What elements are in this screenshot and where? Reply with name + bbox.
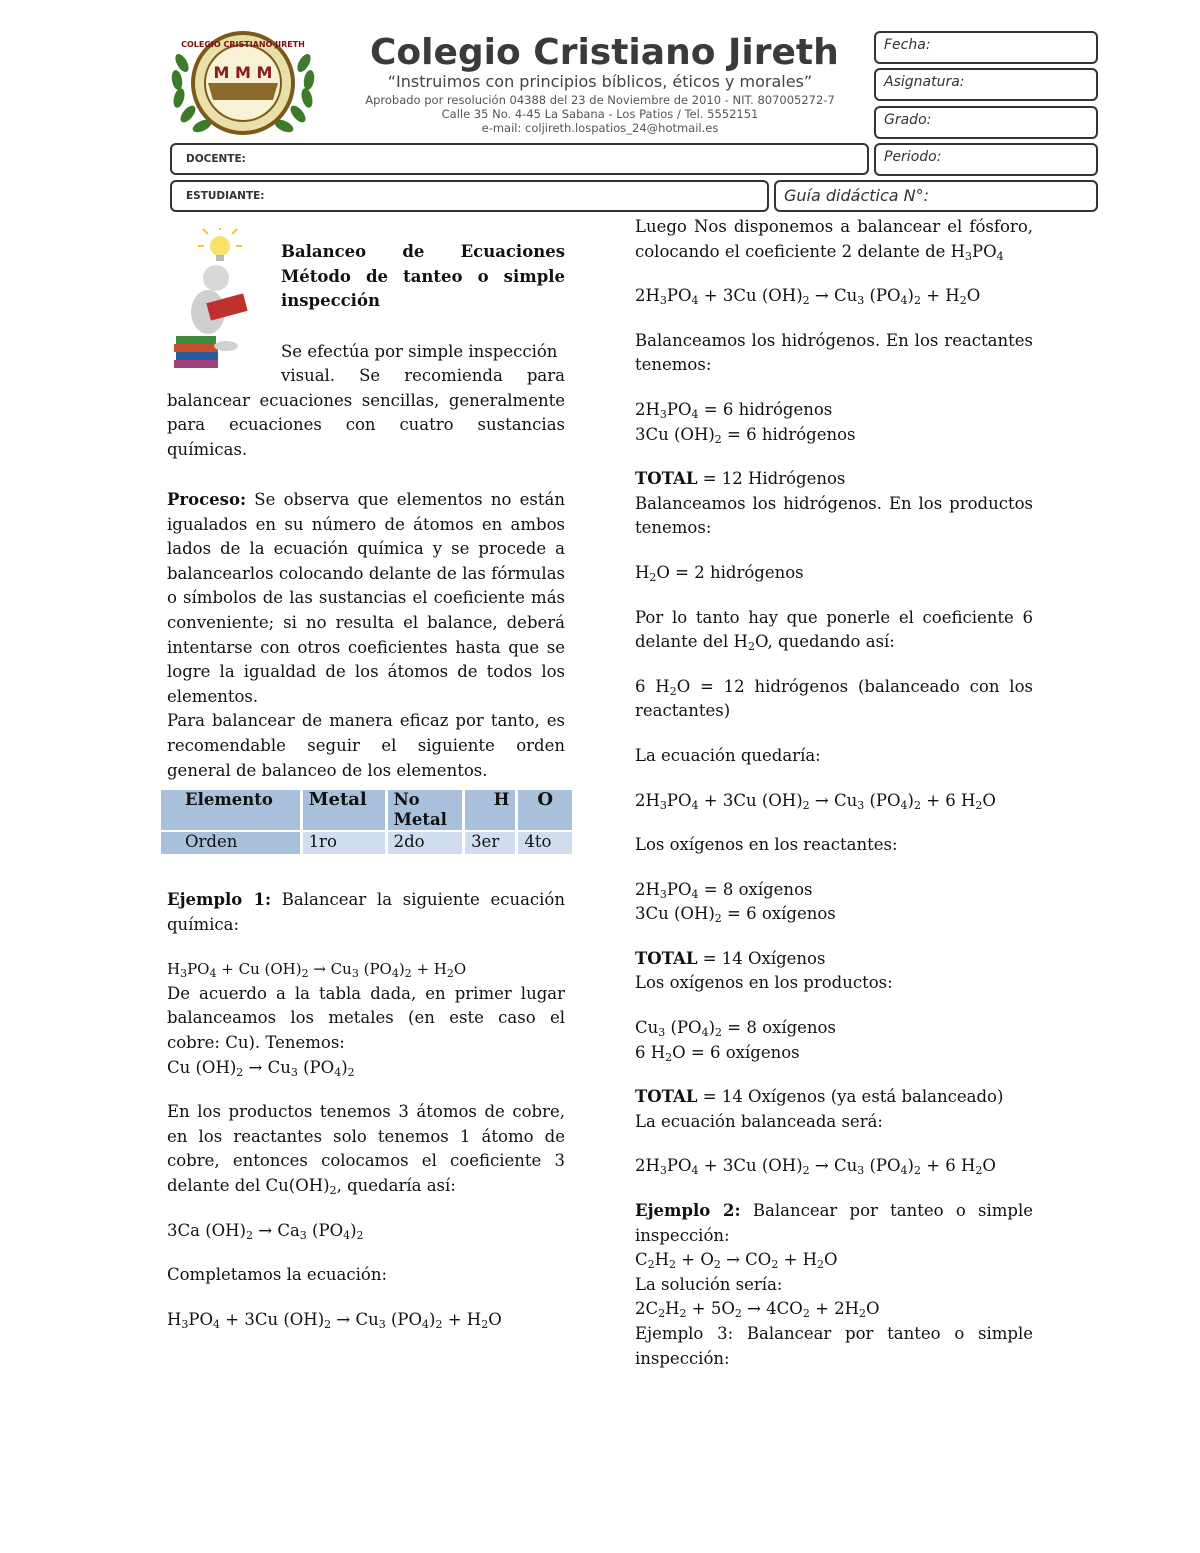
table-cell: 1ro [303, 832, 385, 854]
ej1-text: Balancear la siguiente ecuación química: [167, 890, 565, 934]
ox-prod-2: 6 $H_2O = 6$ oxígenos [635, 1042, 800, 1064]
balanceamos-prod: Balanceamos los hidrógenos. En los productos tenemos: [635, 493, 1033, 538]
title-line-1: Balanceo de Ecuaciones [281, 242, 565, 261]
guia-label: Guía didáctica N°: [784, 186, 929, 205]
guia-field[interactable] [774, 180, 1098, 212]
docente-field[interactable] [170, 143, 869, 175]
balance-order-table [158, 788, 575, 856]
table-header-cell: O [518, 790, 572, 830]
svg-text:COLEGIO CRISTIANO JIRETH: COLEGIO CRISTIANO JIRETH [181, 40, 305, 49]
table-row [161, 832, 572, 854]
estudiante-field[interactable] [170, 180, 769, 212]
proceso-paragraph [167, 488, 565, 709]
school-motto: “Instruimos con principios bíblicos, éticos y morales” [387, 72, 813, 91]
balanceada-line: La ecuación balanceada será: [635, 1111, 883, 1131]
acuerdo-paragraph: De acuerdo a la tabla dada, en primer lugar balanceamos los metales (en este caso el cobre: Cu). Tenemos: [167, 983, 565, 1052]
balanceamos-react: Balanceamos los hidrógenos. En los reactantes tenemos: [635, 330, 1033, 375]
asignatura-field[interactable] [874, 68, 1098, 101]
grado-field[interactable] [874, 106, 1098, 139]
intro-first-line: Se efectúa por simple inspección [281, 342, 558, 361]
luego-text: Luego Nos disponemos a balancear el fósforo, colocando el coeficiente 2 delante de [635, 217, 1033, 261]
table-header-cell: Elemento [161, 790, 300, 830]
fecha-field[interactable] [874, 31, 1098, 64]
table-cell: 3er [465, 832, 515, 854]
ej3-paragraph: Ejemplo 3: Balancear por tanteo o simple inspección: [635, 1324, 1033, 1368]
table-cell: Orden [161, 832, 300, 854]
email-line: e-mail: coljireth.lospatios_24@hotmail.es [481, 121, 719, 135]
ox-prod-label: Los oxígenos en los productos: [635, 973, 893, 993]
address-line: Calle 35 No. 4-45 La Sabana - Los Patios / Tel. 5552151 [441, 107, 759, 121]
total-o-bal: TOTAL = 14 Oxígenos (ya está balanceado) [635, 1087, 1004, 1107]
table-header-cell: Metal [303, 790, 385, 830]
productos-paragraph: En los productos tenemos 3 átomos de cobre, en los reactantes solo tenemos 1 átomo de cobre, entonces colocamos el coeficiente 3 delante del $Cu(OH)_2$, quedaría así: [167, 1102, 565, 1197]
approval-line: Aprobado por resolución 04388 del 23 de Noviembre de 2010 - NIT. 807005272-7 [365, 93, 835, 107]
periodo-label: Periodo: [884, 149, 942, 165]
h-prod: $H_2O = 2$ hidrógenos [635, 562, 804, 584]
left-column-body [167, 488, 565, 783]
seis-h2o: 6 $H_2O = 12$ hidrógenos (balanceado con los reactantes) [635, 676, 1033, 721]
intro-paragraph: visual. Se recomienda para balancear ecuaciones sencillas, generalmente para ecuaciones con cuatro sustancias químicas. [167, 366, 565, 459]
proceso-text: Se observa que elementos no están igualados en su número de átomos en ambos lados de la ecuación química y se procede a balancearlos colocando delante de las fórmulas o símbolos de las sustancias el coeficiente más conveniente; si no resulta el balance, deberá intentarse con otros coeficientes hasta que se logre la igualdad de los átomos de todos los elementos. [167, 490, 565, 706]
title-line-3: inspección [281, 291, 380, 311]
example-1-section [167, 888, 565, 1332]
equation-ej1: $H_3PO_4 + Cu$ $(OH)_2 \to Cu_3$ $(PO_4)_2 + H_2O$ [167, 960, 467, 981]
equation-fosforo: $2H_3PO_4 + 3Cu$ $(OH)_2 \to Cu_3$ $(PO_4)_2 + H_2O$ [635, 286, 981, 308]
estudiante-label: ESTUDIANTE: [186, 190, 265, 202]
h-react-2: 3Cu $(OH)_2 = 6$ hidrógenos [635, 424, 856, 446]
reading-figure-illustration [168, 228, 276, 372]
docente-label: DOCENTE: [186, 153, 246, 165]
h-react-1: $2H_3PO_4 = 6$ hidrógenos [635, 399, 833, 421]
equation-ca: 3Ca $(OH)_2 \to Ca_3$ $(PO_4)_2$ [167, 1220, 364, 1242]
solucion-line: La solución sería: [635, 1274, 783, 1294]
productos-tail: , quedaría así: [336, 1175, 456, 1195]
ox-prod-1: $Cu_3$ $(PO_4)_2 = 8$ oxígenos [635, 1018, 836, 1040]
periodo-field[interactable] [874, 143, 1098, 176]
lightbulb-icon [198, 228, 242, 261]
equation-quedaria: $2H_3PO_4 + 3Cu$ $(OH)_2 \to Cu_3$ $(PO_4)_2 + 6$ $H_2O$ [635, 790, 996, 812]
lesson-title [281, 240, 565, 314]
title-line-2: Método de tanteo o simple [281, 266, 565, 286]
asignatura-label: Asignatura: [884, 74, 965, 90]
luego-paragraph: Luego Nos disponemos a balancear el fósforo, colocando el coeficiente 2 delante de $H_3PO_4$ [635, 217, 1033, 263]
table-cell: 4to [518, 832, 572, 854]
equation-balanceada: $2H_3PO_4 + 3Cu$ $(OH)_2 \to Cu_3$ $(PO_4)_2 + 6$ $H_2O$ [635, 1156, 996, 1178]
completamos-line: Completamos la ecuación: [167, 1265, 388, 1285]
svg-text:M M M: M M M [213, 63, 273, 82]
ej2-paragraph: Ejemplo 2: Balancear por tanteo o simple inspección: [635, 1201, 1033, 1245]
ox-react-label: Los oxígenos en los reactantes: [635, 835, 898, 855]
school-logo [168, 28, 318, 140]
table-header-row [161, 790, 572, 830]
total-h: TOTAL = 12 Hidrógenos [635, 469, 846, 489]
equation-ej2: $C_2H_2 + O_2 \to CO_2 + H_2O$ [635, 1250, 838, 1272]
proceso-label: Proceso: [167, 490, 247, 509]
por-lo-tanto: Por lo tanto hay que ponerle el coeficiente 6 delante del $H_2O$, quedando así: [635, 607, 1033, 654]
productos-text: En los productos tenemos 3 átomos de cobre, en los reactantes solo tenemos 1 átomo de cobre, entonces colocamos el coeficiente 3 delante del [167, 1102, 565, 1195]
table-cell: 2do [388, 832, 462, 854]
equation-cu: Cu $(OH)_2 \to Cu_3$ $(PO_4)_2$ [167, 1057, 355, 1079]
table-header-cell: No Metal [388, 790, 462, 830]
quedaria-line: La ecuación quedaría: [635, 745, 821, 765]
ox-react-2: 3Cu $(OH)_2 = 6$ oxígenos [635, 904, 836, 926]
ej1-paragraph [167, 888, 565, 937]
total-o: TOTAL = 14 Oxígenos [635, 948, 826, 968]
table-header-cell: H [465, 790, 515, 830]
ox-react-1: $2H_3PO_4 = 8$ oxígenos [635, 879, 813, 901]
ej1-label: Ejemplo 1: [167, 890, 272, 909]
right-column-body [635, 215, 1033, 1371]
school-name: Colegio Cristiano Jireth [370, 32, 839, 73]
fecha-label: Fecha: [884, 37, 931, 53]
equation-completa: $H_3PO_4 + 3Cu$ $(OH)_2 \to Cu_3$ $(PO_4)_2 + H_2O$ [167, 1309, 502, 1331]
equation-solucion: $2C_2H_2 + 5O_2 \to 4CO_2 + 2H_2O$ [635, 1299, 880, 1321]
para-paragraph: Para balancear de manera eficaz por tanto, es recomendable seguir el siguiente orden general de balanceo de los elementos. [167, 711, 565, 780]
grado-label: Grado: [884, 112, 932, 128]
